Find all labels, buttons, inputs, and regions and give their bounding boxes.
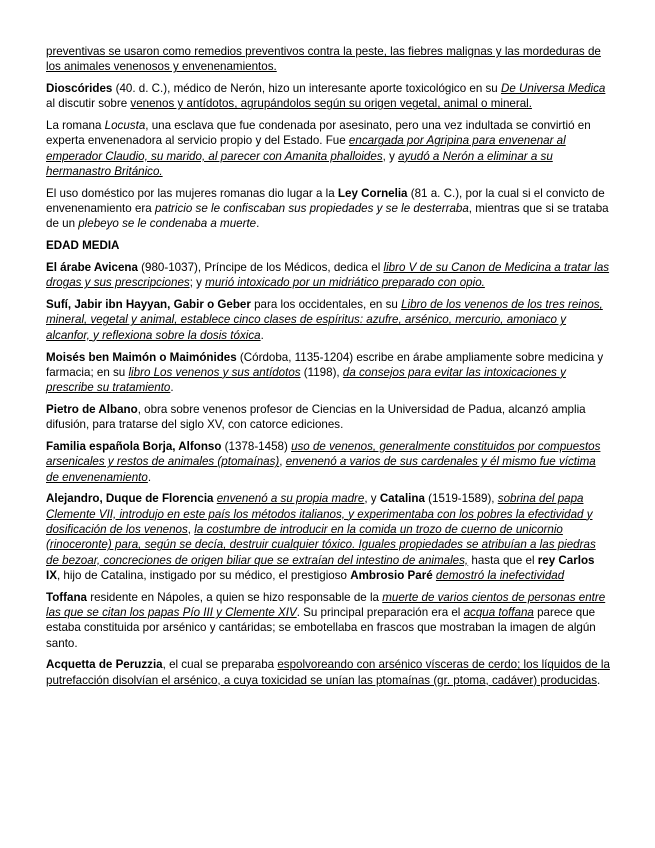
paragraph-ley-cornelia: El uso doméstico por las mujeres romanas dio lugar a la Ley Cornelia (81 a. C.), por la cual si el convicto de envenenamiento era patricio se le confiscaban sus propiedades y se le desterraba, mientras que si se trataba de un plebeyo se le condenaba a muerte.: [46, 186, 609, 231]
section-heading: EDAD MEDIA: [46, 239, 120, 253]
paragraph-maimonides: Moisés ben Maimón o Maimónides (Córdoba, 1135-1204) escribe en árabe ampliamente sobre medicina y farmacia; en su libro Los venenos y sus antídotos (1198), da consejos para evitar las intoxicaciones y prescribe su tratamiento.: [46, 350, 604, 395]
paragraph-avicena: El árabe Avicena (980-1037), Príncipe de los Médicos, dedica el libro V de su Canon de Medicina a tratar las drogas y sus prescripciones; y murió intoxicado por un midriático preparado con opio.: [46, 261, 610, 290]
paragraph-peruzzia: Acquetta de Peruzzia, el cual se preparaba espolvoreando con arsénico vísceras de cerdo; los líquidos de la putrefacción disolvían el arsénico, a cuya toxicidad se unían las ptomaínas (gr. ptoma, cadáver) producidas.: [46, 658, 610, 687]
paragraph-albano: Pietro de Albano, obra sobre venenos profesor de Ciencias en la Universidad de Padua, alcanzó amplia difusión, para tratarse del siglo XV, con catorce ediciones.: [46, 402, 586, 432]
document-page: [46, 44, 611, 694]
paragraph-locusta: La romana Locusta, una esclava que fue condenada por asesinato, pero una vez indultada se convirtió en experta envenenadora al servicio propio y del Estado. Fue encargada por Agripina para envenenar al emperador Claudio, su marido, al parecer con Amanita phalloides, y ayudó a Nerón a eliminar a su hermanastro Británico.: [46, 119, 591, 179]
name-dioscorides: Dioscórides: [46, 82, 113, 96]
paragraph-geber: Sufí, Jabir ibn Hayyan, Gabir o Geber para los occidentales, en su Libro de los venenos de los tres reinos, mineral, vegetal y animal, establece cinco clases de espíritus: azufre, arsénico, mercurio, amoniaco y alcanfor, y reflexiona sobre la dosis tóxica.: [46, 298, 603, 342]
paragraph-florencia: Alejandro, Duque de Florencia envenenó a su propia madre, y Catalina (1519-1589), sobrina del papa Clemente VII, introdujo en este país los métodos italianos, y experimentaba con los pobres la efectividad y dosificación de los venenos, la costumbre de introducir en la comida un trozo de cuerno de unicornio (rinoceronte) para, según se decía, destruir cualquier tóxico. Iguales propiedades se atribuían a las piedras de bezoar, concreciones de origen biliar que se extraían del intestino de animales, hasta que el rey Carlos IX, hijo de Catalina, instigado por su médico, el prestigioso Ambrosio Paré demostró la inefectividad: [46, 492, 596, 582]
paragraph-toffana: Toffana residente en Nápoles, a quien se hizo responsable de la muerte de varios cientos de personas entre las que se citan los papas Pío III y Clemente XIV. Su principal preparación era el acqua toffana parece que estaba constituida por arsénico y cantáridas; se embotellaba en frascos que mostraban la imagen de algún santo.: [46, 590, 606, 650]
paragraph-borja: Familia española Borja, Alfonso (1378-1458) uso de venenos, generalmente constituidos por compuestos arsenicales y restos de animales (ptomaínas), envenenó a varios de sus cardenales y él mismo fue víctima de envenenamiento.: [46, 440, 601, 484]
paragraph-dioscorides: Dioscórides (40. d. C.), médico de Nerón, hizo un interesante aporte toxicológico en su De Universa Medica al discutir sobre venenos y antídotos, agrupándolos según su origen vegetal, animal o mineral.: [46, 82, 606, 111]
paragraph-preventivas: preventivas se usaron como remedios preventivos contra la peste, las fiebres malignas y las mordeduras de los animales venenosos y envenenamientos.: [46, 45, 601, 74]
